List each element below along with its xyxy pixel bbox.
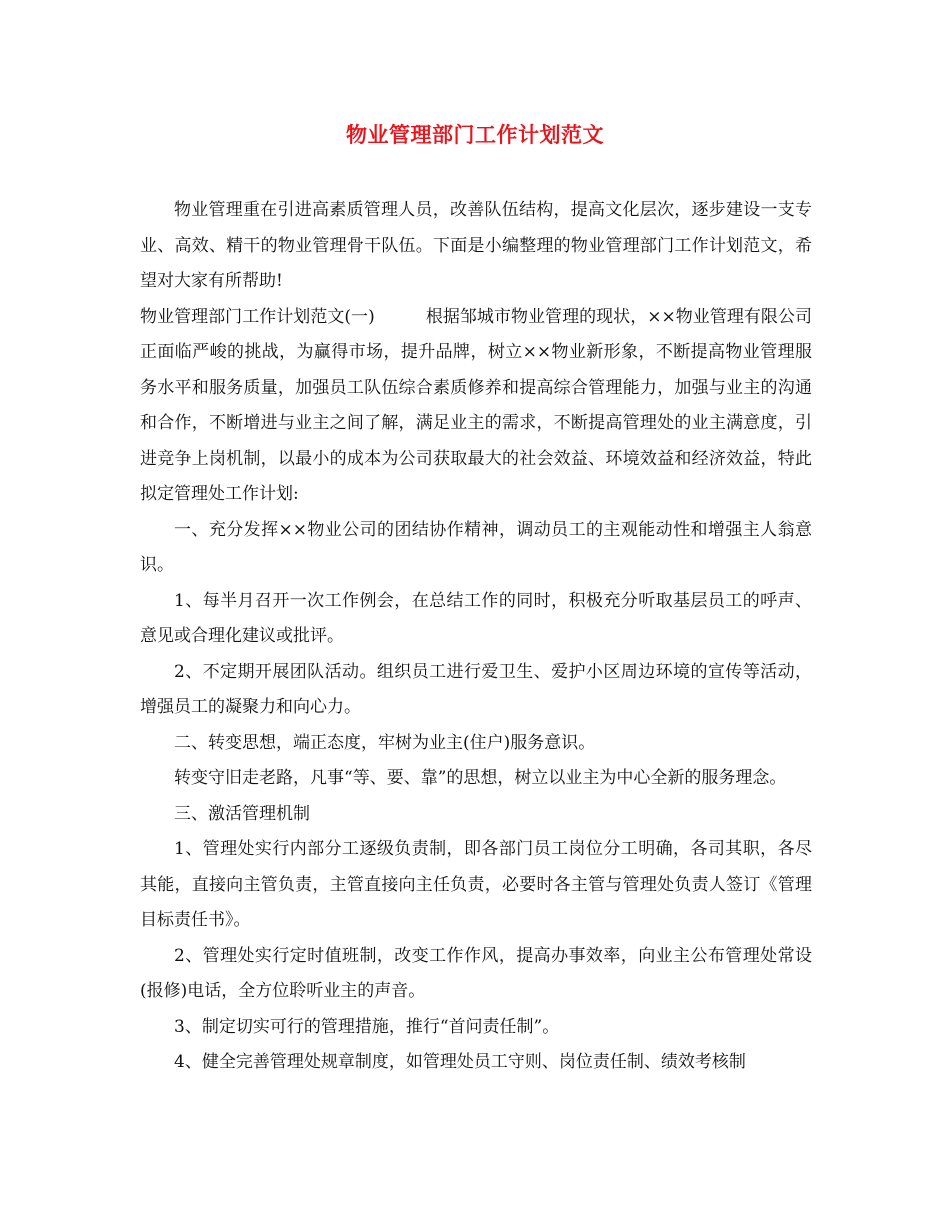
paragraph-item-3-1: 1、管理处实行内部分工逐级负责制，即各部门员工岗位分工明确，各司其职，各尽其能，直接向主管负责，主管直接向主任负责，必要时各主管与管理处负责人签订《管理目标责任书》。 xyxy=(140,839,812,930)
paragraph-plan-one: 物业管理部门工作计划范文(一) 根据邹城市物业管理的现状，××物业管理有限公司正面临严峻的挑战，为赢得市场，提升品牌，树立××物业新形象，不断提高物业管理服务水平和服务质量，加强员工队伍综合素质修养和提高综合管理能力，加强与业主的沟通和合作，不断增进与业主之间了解，满足业主的需求，不断提高管理处的业主满意度，引进竞争上岗机制，以最小的成本为公司获取最大的社会效益、环境效益和经济效益，特此拟定管理处工作计划: xyxy=(140,306,812,504)
paragraph-item-1: 1、每半月召开一次工作例会，在总结工作的同时，积极充分听取基层员工的呼声、意见或合理化建议或批评。 xyxy=(140,590,812,646)
paragraph-mindset: 转变守旧走老路，凡事“等、要、靠”的思想，树立以业主为中心全新的服务理念。 xyxy=(174,768,787,788)
paragraph-item-3-4: 4、健全完善管理处规章制度，如管理处员工守则、岗位责任制、绩效考核制 xyxy=(174,1052,746,1072)
paragraph-section-two: 二、转变思想，端正态度，牢树为业主(住户)服务意识。 xyxy=(174,732,596,753)
paragraph-section-three: 三、激活管理机制 xyxy=(174,803,310,824)
paragraph-item-2: 2、不定期开展团队活动。组织员工进行爱卫生、爱护小区周边环境的宣传等活动，增强员工的凝聚力和向心力。 xyxy=(140,661,812,717)
paragraph-item-3-3: 3、制定切实可行的管理措施，推行“首问责任制”。 xyxy=(174,1016,560,1037)
paragraph-intro: 物业管理重在引进高素质管理人员，改善队伍结构，提高文化层次，逐步建设一支专业、高效、精干的物业管理骨干队伍。下面是小编整理的物业管理部门工作计划范文，希望对大家有所帮助! xyxy=(140,200,812,291)
paragraph-item-3-2: 2、管理处实行定时值班制，改变工作作风，提高办事效率，向业主公布管理处常设(报修)电话，全方位聆听业主的声音。 xyxy=(140,945,812,1001)
document-title: 物业管理部门工作计划范文 xyxy=(346,122,604,147)
paragraph-section-one: 一、充分发挥××物业公司的团结协作精神，调动员工的主观能动性和增强主人翁意识。 xyxy=(140,519,812,575)
document-body xyxy=(140,193,812,1081)
